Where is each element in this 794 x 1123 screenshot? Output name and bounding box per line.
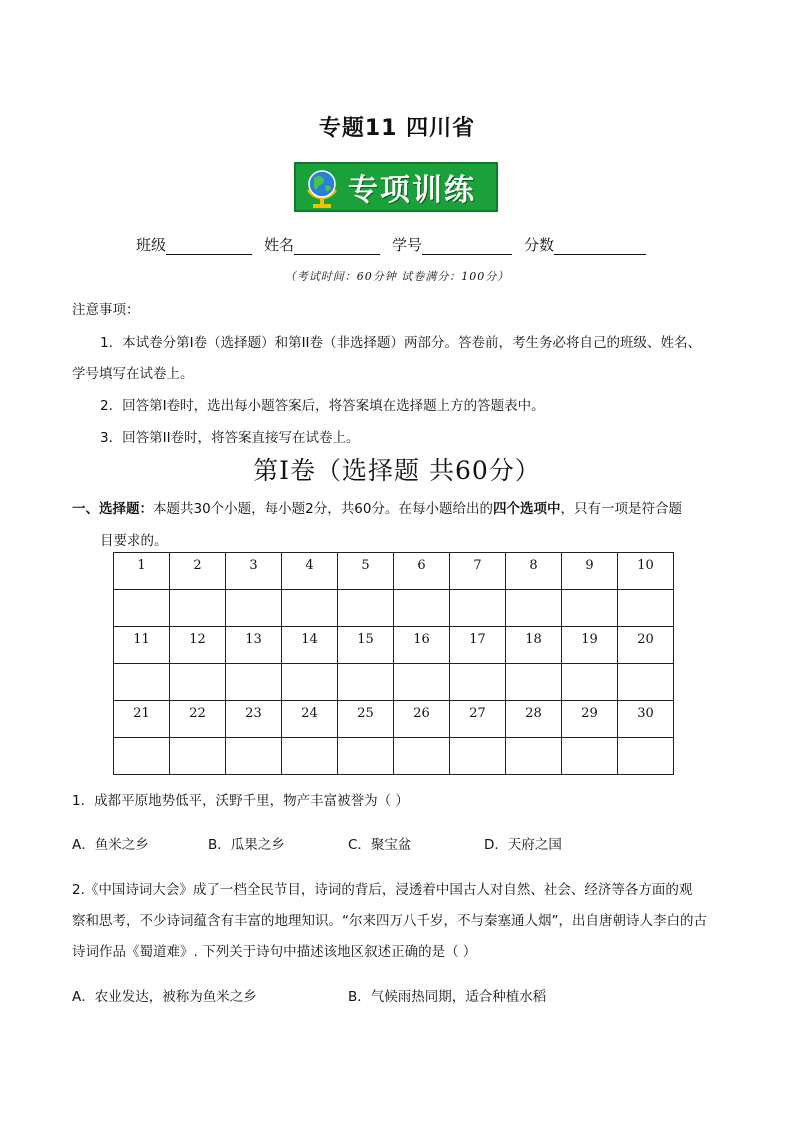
answer-cell[interactable] bbox=[394, 590, 450, 627]
special-training-badge bbox=[294, 162, 498, 212]
name-field[interactable] bbox=[264, 234, 380, 255]
question-number-cell: 17 bbox=[450, 627, 506, 664]
answer-cell[interactable] bbox=[506, 664, 562, 701]
question-number-cell: 25 bbox=[338, 701, 394, 738]
answer-number-row bbox=[114, 701, 674, 738]
student-info-fields bbox=[136, 234, 658, 255]
exam-info: （考试时间：60分钟 试卷满分：100分） bbox=[284, 270, 510, 283]
answer-cell[interactable] bbox=[226, 738, 282, 775]
question-number-cell: 13 bbox=[226, 627, 282, 664]
option-b[interactable]: B．瓜果之乡 bbox=[208, 837, 285, 853]
score-field-line[interactable] bbox=[554, 238, 646, 255]
question-number-cell: 18 bbox=[506, 627, 562, 664]
answer-cell[interactable] bbox=[450, 738, 506, 775]
instructions-emphasis: 四个选项中 bbox=[492, 501, 561, 517]
score-field[interactable] bbox=[524, 234, 646, 255]
answer-cell[interactable] bbox=[618, 738, 674, 775]
option-a[interactable]: A．鱼米之乡 bbox=[72, 837, 149, 853]
answer-number-row bbox=[114, 627, 674, 664]
answer-cell[interactable] bbox=[226, 590, 282, 627]
note-item: 学号填写在试卷上。 bbox=[72, 366, 194, 382]
question-number-cell: 15 bbox=[338, 627, 394, 664]
answer-cell[interactable] bbox=[562, 664, 618, 701]
answer-cell[interactable] bbox=[282, 590, 338, 627]
answer-cell[interactable] bbox=[506, 738, 562, 775]
answer-number-row bbox=[114, 553, 674, 590]
globe-icon bbox=[300, 164, 344, 210]
note-item: 2．回答第I卷时，选出每小题答案后，将答案填在选择题上方的答题表中。 bbox=[100, 398, 545, 414]
question-number-cell: 23 bbox=[226, 701, 282, 738]
answer-cell[interactable] bbox=[450, 590, 506, 627]
question-number-cell: 12 bbox=[170, 627, 226, 664]
instructions-line2: 目要求的。 bbox=[100, 533, 168, 549]
class-field[interactable] bbox=[136, 234, 252, 255]
class-field-line[interactable] bbox=[166, 238, 252, 255]
question-number-cell: 24 bbox=[282, 701, 338, 738]
answer-cell[interactable] bbox=[618, 590, 674, 627]
section-title: 第I卷（选择题 共60分） bbox=[253, 456, 541, 485]
note-item: 3．回答第II卷时，将答案直接写在试卷上。 bbox=[100, 430, 360, 446]
question-2-options bbox=[72, 985, 722, 1005]
question-number-cell: 22 bbox=[170, 701, 226, 738]
option-c[interactable]: C．聚宝盆 bbox=[348, 837, 412, 853]
answer-cell[interactable] bbox=[170, 664, 226, 701]
option-b[interactable]: B．气候雨热同期，适合种植水稻 bbox=[348, 989, 547, 1005]
question-number-cell: 5 bbox=[338, 553, 394, 590]
answer-cell[interactable] bbox=[394, 664, 450, 701]
student-id-field[interactable] bbox=[392, 234, 512, 255]
question-number-cell: 29 bbox=[562, 701, 618, 738]
score-field-label: 分数 bbox=[524, 236, 555, 254]
answer-cell[interactable] bbox=[562, 590, 618, 627]
instructions-text: 本题共30个小题，每小题2分，共60分。在每小题给出的 bbox=[153, 501, 493, 517]
answer-blank-row bbox=[114, 738, 674, 775]
question-number-cell: 10 bbox=[618, 553, 674, 590]
question-number-cell: 19 bbox=[562, 627, 618, 664]
question-number-cell: 1 bbox=[114, 553, 170, 590]
answer-cell[interactable] bbox=[506, 590, 562, 627]
student-id-field-label: 学号 bbox=[392, 236, 423, 254]
question-number-cell: 3 bbox=[226, 553, 282, 590]
question-number-cell: 28 bbox=[506, 701, 562, 738]
answer-cell[interactable] bbox=[114, 738, 170, 775]
instructions-text: ，只有一项是符合题 bbox=[560, 501, 682, 517]
question-number-cell: 21 bbox=[114, 701, 170, 738]
question-number-cell: 6 bbox=[394, 553, 450, 590]
question-1-stem: 1．成都平原地势低平，沃野千里，物产丰富被誉为（ ） bbox=[72, 793, 409, 809]
answer-table bbox=[113, 552, 674, 775]
question-number-cell: 11 bbox=[114, 627, 170, 664]
question-2-line: 诗词作品《蜀道难》. 下列关于诗句中描述该地区叙述正确的是（ ） bbox=[72, 944, 477, 960]
question-number-cell: 30 bbox=[618, 701, 674, 738]
answer-cell[interactable] bbox=[338, 664, 394, 701]
notes-heading: 注意事项： bbox=[72, 302, 140, 318]
name-field-label: 姓名 bbox=[264, 236, 295, 254]
question-number-cell: 14 bbox=[282, 627, 338, 664]
question-number-cell: 20 bbox=[618, 627, 674, 664]
answer-cell[interactable] bbox=[282, 738, 338, 775]
question-number-cell: 9 bbox=[562, 553, 618, 590]
answer-blank-row bbox=[114, 590, 674, 627]
answer-cell[interactable] bbox=[338, 590, 394, 627]
badge-label: 专项训练 bbox=[348, 173, 476, 208]
answer-cell[interactable] bbox=[338, 738, 394, 775]
answer-cell[interactable] bbox=[170, 738, 226, 775]
answer-cell[interactable] bbox=[450, 664, 506, 701]
page-title: 专题11 四川省 bbox=[318, 116, 476, 141]
answer-cell[interactable] bbox=[114, 590, 170, 627]
answer-cell[interactable] bbox=[170, 590, 226, 627]
answer-cell[interactable] bbox=[226, 664, 282, 701]
answer-cell[interactable] bbox=[618, 664, 674, 701]
question-number-cell: 7 bbox=[450, 553, 506, 590]
instructions-prefix: 一、选择题： bbox=[72, 501, 153, 517]
answer-cell[interactable] bbox=[282, 664, 338, 701]
question-number-cell: 4 bbox=[282, 553, 338, 590]
option-d[interactable]: D．天府之国 bbox=[484, 837, 562, 853]
question-2-line: 察和思考，不少诗词蕴含有丰富的地理知识。“尔来四万八千岁，不与秦塞通人烟”，出自唐朝诗人李白的古 bbox=[72, 913, 707, 929]
question-1-options bbox=[72, 833, 722, 853]
question-2-line: 2.《中国诗词大会》成了一档全民节目，诗词的背后，浸透着中国古人对自然、社会、经济等各方面的观 bbox=[72, 882, 693, 898]
student-id-field-line[interactable] bbox=[422, 238, 512, 255]
instructions-line1 bbox=[72, 497, 682, 517]
question-number-cell: 2 bbox=[170, 553, 226, 590]
question-number-cell: 8 bbox=[506, 553, 562, 590]
question-number-cell: 16 bbox=[394, 627, 450, 664]
question-number-cell: 27 bbox=[450, 701, 506, 738]
class-field-label: 班级 bbox=[136, 236, 167, 254]
answer-cell[interactable] bbox=[394, 738, 450, 775]
question-number-cell: 26 bbox=[394, 701, 450, 738]
name-field-line[interactable] bbox=[294, 238, 380, 255]
answer-cell[interactable] bbox=[114, 664, 170, 701]
answer-blank-row bbox=[114, 664, 674, 701]
note-item: 1．本试卷分第I卷（选择题）和第II卷（非选择题）两部分。答卷前，考生务必将自己的班级、姓名、 bbox=[100, 335, 702, 351]
answer-cell[interactable] bbox=[562, 738, 618, 775]
option-a[interactable]: A．农业发达，被称为鱼米之乡 bbox=[72, 989, 257, 1005]
